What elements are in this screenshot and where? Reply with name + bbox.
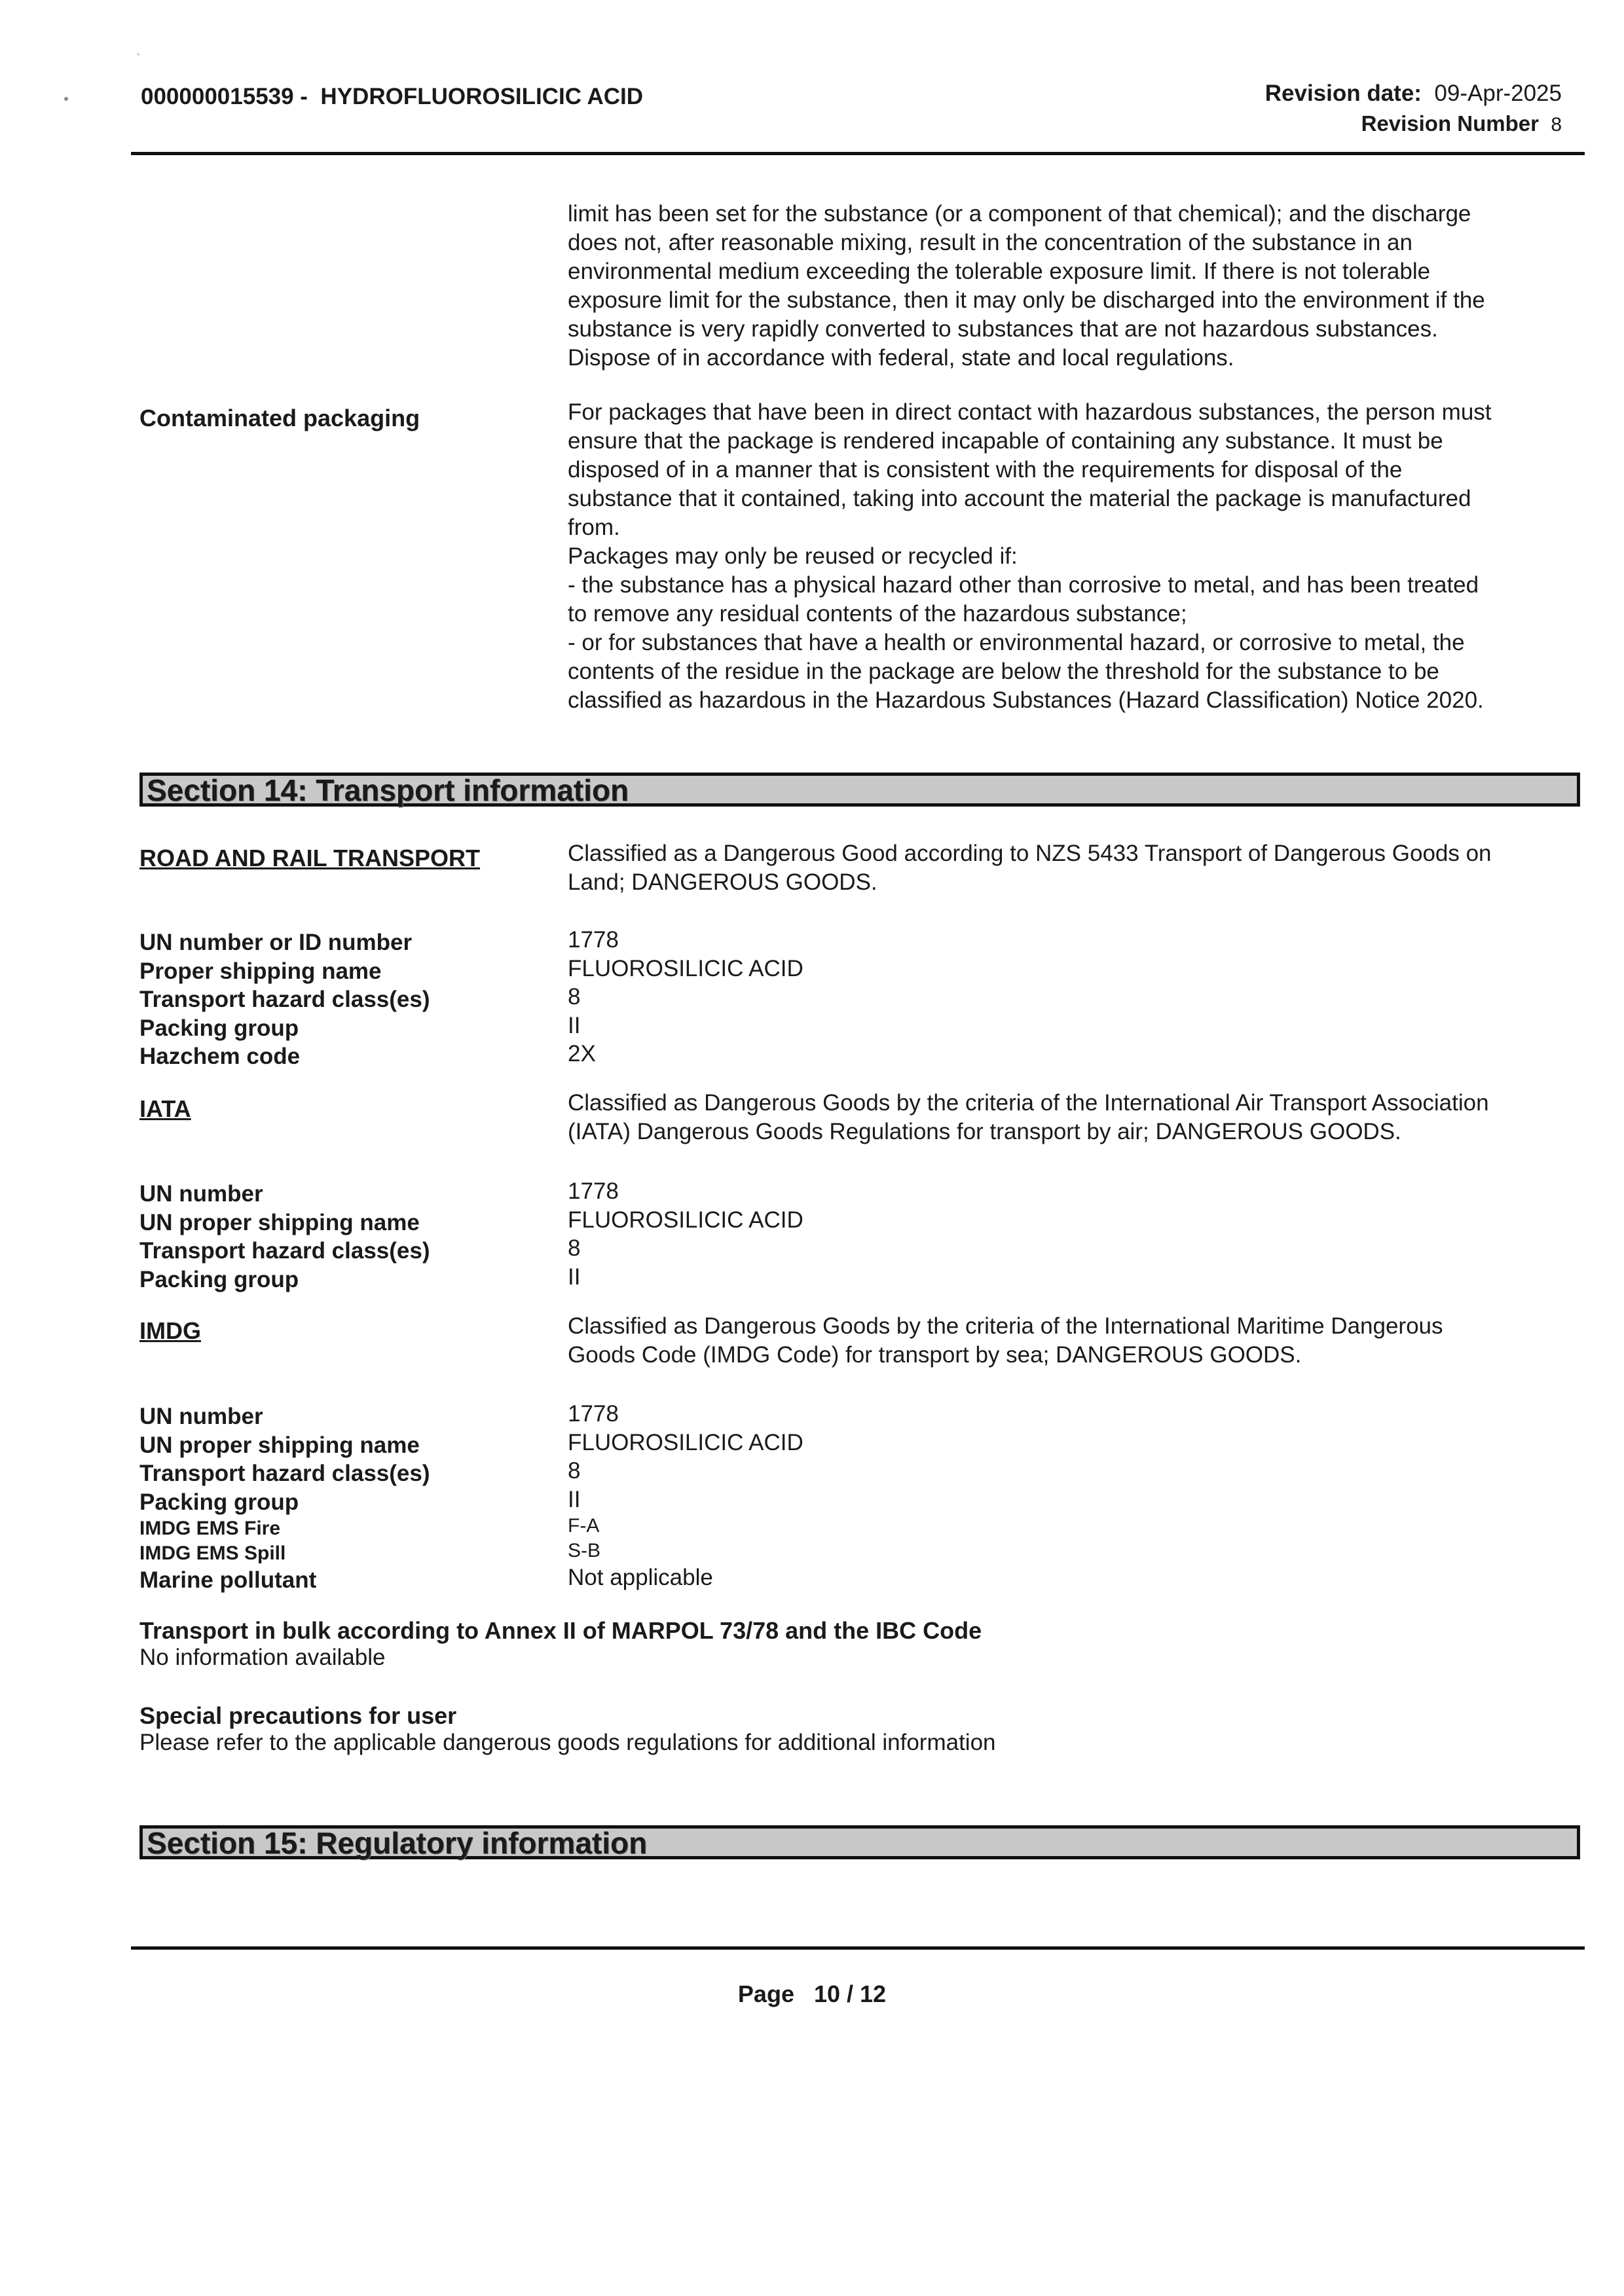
text-line: Classified as Dangerous Goods by the criteria of the International Air Transport Association <box>568 1090 1489 1116</box>
text-line: Classified as Dangerous Goods by the criteria of the International Maritime Dangerous <box>568 1313 1443 1339</box>
text-line: Land; DANGEROUS GOODS. <box>568 869 877 895</box>
special-title: Special precautions for user <box>139 1702 457 1729</box>
field-label: UN proper shipping name <box>139 1209 420 1235</box>
text-line: Goods Code (IMDG Code) for transport by sea; DANGEROUS GOODS. <box>568 1342 1302 1368</box>
field-label: Hazchem code <box>139 1044 301 1069</box>
text-line: disposed of in a manner that is consistent with the requirements for disposal of the <box>568 457 1403 483</box>
imdg-heading: IMDG <box>139 1317 201 1344</box>
field-label: Transport hazard class(es) <box>139 1461 430 1486</box>
field-label: UN number or ID number <box>139 930 413 955</box>
field-label: IMDG EMS Fire <box>139 1518 281 1539</box>
field-label: UN proper shipping name <box>139 1432 420 1458</box>
text-line: Classified as a Dangerous Good according to NZS 5433 Transport of Dangerous Goods on <box>568 841 1492 866</box>
text-line: (IATA) Dangerous Goods Regulations for transport by air; DANGEROUS GOODS. <box>568 1119 1401 1144</box>
text-line: - or for substances that have a health or environmental hazard, or corrosive to metal, the <box>568 630 1465 655</box>
footer-rule <box>131 1946 1585 1950</box>
contaminated-packaging-text <box>568 398 1570 715</box>
product-code: 000000015539 - <box>141 84 308 109</box>
iata-labels <box>139 1180 559 1294</box>
imdg-classification <box>568 1312 1570 1370</box>
road-rail-labels <box>139 928 559 1071</box>
scan-dot <box>64 97 68 101</box>
text-line: substance that it contained, taking into account the material the package is manufactured <box>568 486 1471 511</box>
imdg-values <box>568 1400 1570 1592</box>
iata-values <box>568 1177 1570 1291</box>
field-value: 8 <box>568 984 581 1010</box>
text-line: contents of the residue in the package are below the threshold for the substance to be <box>568 659 1439 684</box>
field-value: Not applicable <box>568 1565 713 1590</box>
page-label: Page <box>737 1980 794 2007</box>
text-line: to remove any residual contents of the hazardous substance; <box>568 601 1187 627</box>
section-14-header: Section 14: Transport information <box>139 773 1580 807</box>
iata-classification <box>568 1089 1570 1146</box>
field-value: 1778 <box>568 1178 619 1204</box>
bulk-title: Transport in bulk according to Annex II of MARPOL 73/78 and the IBC Code <box>139 1617 982 1644</box>
bulk-transport <box>139 1617 1580 1671</box>
iata-heading: IATA <box>139 1095 191 1122</box>
bulk-text: No information available <box>139 1645 386 1670</box>
section-15-header: Section 15: Regulatory information <box>139 1825 1580 1859</box>
scan-mark: ˎ <box>136 39 141 56</box>
text-line: ensure that the package is rendered incapable of containing any substance. It must be <box>568 428 1443 454</box>
contaminated-packaging-label: Contaminated packaging <box>139 405 420 431</box>
field-label: Marine pollutant <box>139 1567 317 1593</box>
field-value: FLUOROSILICIC ACID <box>568 1207 803 1233</box>
text-line: classified as hazardous in the Hazardous Substances (Hazard Classification) Notice 2020. <box>568 687 1484 713</box>
road-rail-classification <box>568 839 1570 897</box>
field-label: IMDG EMS Spill <box>139 1542 286 1564</box>
field-value: II <box>568 1012 581 1038</box>
field-value: FLUOROSILICIC ACID <box>568 1429 803 1455</box>
text-line: exposure limit for the substance, then it may only be discharged into the environment if the <box>568 287 1485 313</box>
field-value: 8 <box>568 1235 581 1261</box>
text-line: For packages that have been in direct contact with hazardous substances, the person must <box>568 399 1492 425</box>
imdg-labels <box>139 1402 559 1595</box>
field-value: II <box>568 1486 581 1512</box>
special-text: Please refer to the applicable dangerous goods regulations for additional information <box>139 1730 996 1755</box>
product-name: HYDROFLUOROSILICIC ACID <box>320 84 644 109</box>
disposal-text <box>568 200 1570 373</box>
field-label: Proper shipping name <box>139 958 382 984</box>
text-line: - the substance has a physical hazard other than corrosive to metal, and has been treated <box>568 572 1479 598</box>
road-rail-values <box>568 926 1570 1068</box>
field-value: 1778 <box>568 927 619 953</box>
field-label: Transport hazard class(es) <box>139 987 430 1012</box>
field-value: F-A <box>568 1515 600 1537</box>
text-line: from. <box>568 515 620 540</box>
field-label: UN number <box>139 1404 263 1429</box>
text-line: environmental medium exceeding the tolerable exposure limit. If there is not tolerable <box>568 259 1431 284</box>
field-label: Transport hazard class(es) <box>139 1238 430 1264</box>
field-value: 8 <box>568 1458 581 1484</box>
revision-date-label: Revision date: <box>1264 81 1422 106</box>
text-line: substance is very rapidly converted to substances that are not hazardous substances. <box>568 316 1438 342</box>
page-number <box>0 1980 1624 2008</box>
field-value: S-B <box>568 1540 601 1561</box>
special-precautions <box>139 1702 1580 1756</box>
revision-date: 09-Apr-2025 <box>1434 81 1562 106</box>
field-value: FLUOROSILICIC ACID <box>568 955 803 981</box>
field-label: Packing group <box>139 1015 299 1041</box>
field-label: Packing group <box>139 1489 299 1515</box>
document-title <box>141 84 643 110</box>
field-label: UN number <box>139 1181 263 1207</box>
field-value: II <box>568 1264 581 1290</box>
text-line: Packages may only be reused or recycled if: <box>568 543 1018 569</box>
text-line: does not, after reasonable mixing, result in the concentration of the substance in an <box>568 230 1412 255</box>
header-rule <box>131 152 1585 155</box>
page-value: 10 / 12 <box>813 1980 887 2007</box>
field-label: Packing group <box>139 1266 299 1292</box>
text-line: Dispose of in accordance with federal, state and local regulations. <box>568 345 1234 371</box>
road-rail-heading: ROAD AND RAIL TRANSPORT <box>139 845 480 871</box>
field-value: 2X <box>568 1041 596 1066</box>
revision-info <box>1265 79 1562 140</box>
text-line: limit has been set for the substance (or a component of that chemical); and the discharge <box>568 201 1471 227</box>
field-value: 1778 <box>568 1401 619 1427</box>
revision-number-label: Revision Number <box>1361 111 1539 136</box>
revision-number: 8 <box>1551 114 1562 136</box>
